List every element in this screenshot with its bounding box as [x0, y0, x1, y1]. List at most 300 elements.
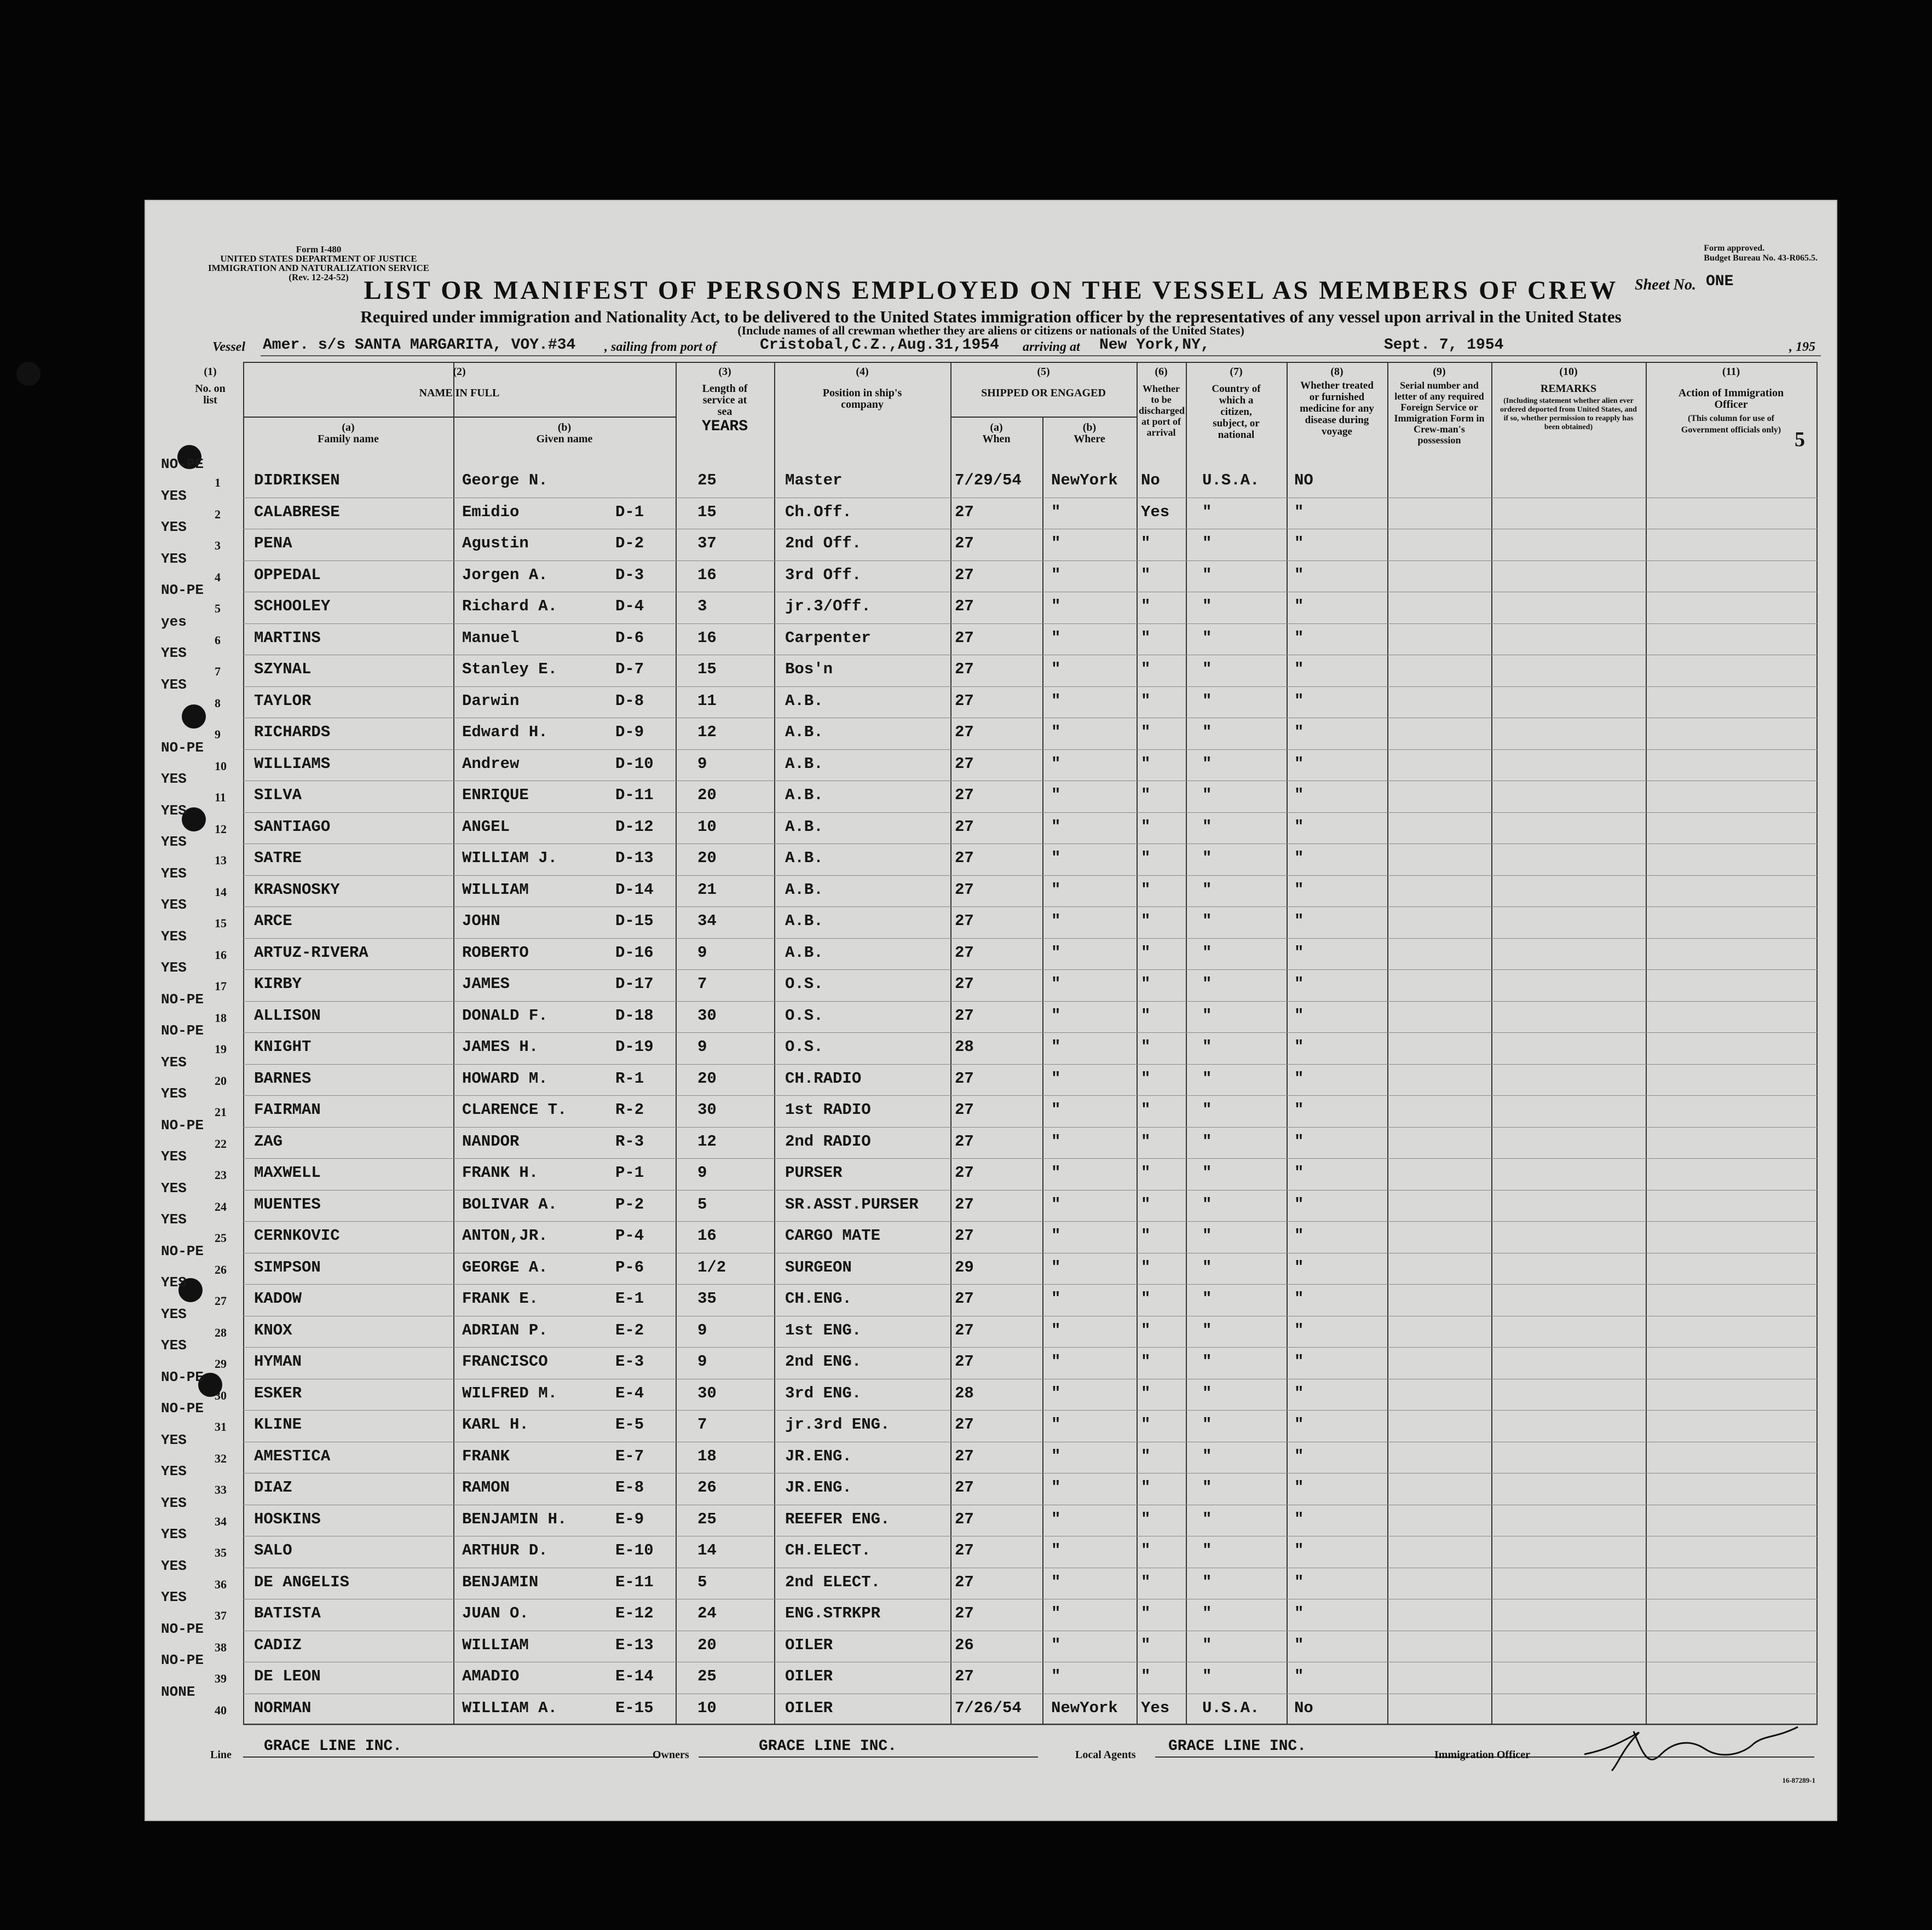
- table-row: [161, 1494, 1818, 1537]
- discharged: ": [1141, 1258, 1151, 1276]
- family-name: OPPEDAL: [254, 565, 321, 584]
- discharged: ": [1141, 1321, 1151, 1339]
- family-name: DE ANGELIS: [254, 1573, 350, 1591]
- position: OILER: [785, 1636, 833, 1654]
- shipped-where: ": [1051, 817, 1061, 836]
- shipped-subheader-rule: [950, 417, 1137, 418]
- country: ": [1202, 502, 1212, 521]
- margin-annotation: YES: [161, 897, 187, 913]
- treated: ": [1294, 1541, 1304, 1559]
- shipped-where: ": [1051, 502, 1061, 521]
- given-name: ANTON,JR.: [462, 1227, 548, 1245]
- shipped-when: 27: [955, 1290, 974, 1308]
- crew-code: D-18: [615, 1006, 654, 1025]
- discharged: ": [1141, 1478, 1151, 1496]
- discharged: ": [1141, 1604, 1151, 1622]
- owners-value: GRACE LINE INC.: [759, 1738, 897, 1755]
- shipped-where: ": [1051, 1604, 1061, 1622]
- country: U.S.A.: [1202, 1698, 1260, 1717]
- family-name: PENA: [254, 534, 292, 552]
- margin-annotation: YES: [161, 1589, 187, 1605]
- years-at-sea: 35: [697, 1290, 717, 1308]
- treated: ": [1294, 880, 1304, 899]
- col10-header: [1491, 366, 1646, 432]
- row-number: 12: [215, 822, 227, 836]
- discharged: Yes: [1141, 1698, 1170, 1717]
- years-at-sea: 24: [697, 1604, 717, 1622]
- shipped-when: 27: [955, 1447, 974, 1465]
- given-name: HOWARD M.: [462, 1069, 548, 1088]
- country: ": [1202, 1667, 1212, 1685]
- family-name: KRASNOSKY: [254, 880, 340, 899]
- crew-code: E-10: [615, 1541, 654, 1559]
- shipped-where: ": [1051, 849, 1061, 867]
- table-row: [161, 1180, 1818, 1222]
- position: Master: [785, 471, 843, 489]
- crew-code: D-16: [615, 943, 654, 962]
- years-at-sea: 7: [697, 975, 707, 993]
- given-name: CLARENCE T.: [462, 1101, 567, 1119]
- country: ": [1202, 1195, 1212, 1214]
- revision: (Rev. 12-24-52): [289, 272, 349, 282]
- col2a-number: (a): [342, 421, 355, 434]
- margin-annotation: YES: [161, 928, 187, 945]
- shipped-where: ": [1051, 943, 1061, 962]
- position: OILER: [785, 1667, 833, 1685]
- col8-number: (8): [1330, 366, 1343, 378]
- years-at-sea: 5: [697, 1573, 707, 1591]
- discharged: ": [1141, 1447, 1151, 1465]
- family-name: DE LEON: [254, 1667, 321, 1685]
- years-at-sea: 9: [697, 754, 707, 773]
- position: O.S.: [785, 1038, 823, 1056]
- country: ": [1202, 817, 1212, 836]
- years-at-sea: 25: [697, 1667, 717, 1685]
- shipped-when: 27: [955, 1604, 974, 1622]
- treated: ": [1294, 1101, 1304, 1119]
- crew-code: E-15: [615, 1698, 654, 1717]
- shipped-where: ": [1051, 1415, 1061, 1434]
- row-number: 39: [215, 1672, 227, 1685]
- years-at-sea: 7: [697, 1415, 707, 1434]
- discharged: ": [1141, 1132, 1151, 1151]
- years-at-sea: 9: [697, 1038, 707, 1056]
- given-name: Jorgen A.: [462, 565, 548, 584]
- shipped-where: ": [1051, 1258, 1061, 1276]
- position: jr.3rd ENG.: [785, 1415, 890, 1434]
- shipped-when: 27: [955, 1478, 974, 1496]
- shipped-when: 27: [955, 534, 974, 552]
- punch-hole: [16, 362, 41, 386]
- shipped-where: ": [1051, 1510, 1061, 1528]
- shipped-where: ": [1051, 912, 1061, 930]
- margin-annotation: NO-PE: [161, 991, 204, 1008]
- row-number: 22: [215, 1136, 227, 1151]
- include-note: (Include names of all crewman whether they are aliens or citizens or nationals of the United States): [737, 323, 1244, 337]
- margin-annotation: YES: [161, 1274, 187, 1291]
- col7-number: (7): [1230, 366, 1243, 378]
- shipped-when: 28: [955, 1038, 974, 1056]
- row-number: 16: [215, 947, 227, 962]
- shipped-when: 28: [955, 1384, 974, 1402]
- position: CARGO MATE: [785, 1227, 881, 1245]
- discharged: ": [1141, 534, 1151, 552]
- shipped-where: ": [1051, 1384, 1061, 1402]
- budget-bureau-no: Budget Bureau No. 43-R065.5.: [1704, 253, 1818, 263]
- shipped-when: 27: [955, 880, 974, 899]
- shipped-when: 27: [955, 975, 974, 993]
- country: ": [1202, 943, 1212, 962]
- margin-annotation: YES: [161, 865, 187, 882]
- col2-header: [243, 366, 676, 399]
- margin-annotation: NO-PE: [161, 1022, 204, 1039]
- col3-number: (3): [718, 366, 731, 378]
- treated: ": [1294, 723, 1304, 741]
- given-name: BENJAMIN: [462, 1573, 539, 1591]
- shipped-when: 27: [955, 754, 974, 773]
- margin-annotation: YES: [161, 771, 187, 787]
- given-name: WILLIAM: [462, 880, 529, 899]
- position: JR.ENG.: [785, 1478, 852, 1496]
- given-name: ENRIQUE: [462, 786, 529, 804]
- country: ": [1202, 1101, 1212, 1119]
- shipped-when: 7/29/54: [955, 471, 1022, 489]
- crew-code: E-1: [615, 1290, 644, 1308]
- country: ": [1202, 1164, 1212, 1182]
- col10-number: (10): [1559, 366, 1578, 378]
- margin-annotation: NO-PE: [161, 1117, 204, 1134]
- years-at-sea: 5: [697, 1195, 707, 1214]
- discharged: ": [1141, 786, 1151, 804]
- row-number: 27: [215, 1294, 227, 1308]
- position: 1st ENG.: [785, 1321, 862, 1339]
- requirement-statement: Required under immigration and Nationality Act, to be delivered to the United States immigration officer by the representatives of any vessel upon arrival in the United States: [360, 307, 1622, 326]
- discharged: ": [1141, 1415, 1151, 1434]
- shipped-where: ": [1051, 1478, 1061, 1496]
- crew-code: D-2: [615, 534, 644, 552]
- vessel-label: Vessel: [212, 340, 245, 354]
- table-row: [161, 1368, 1818, 1411]
- row-number: 23: [215, 1168, 227, 1182]
- shipped-where: ": [1051, 880, 1061, 899]
- shipped-where: ": [1051, 1101, 1061, 1119]
- position: A.B.: [785, 849, 823, 867]
- margin-annotation: NO-PE: [161, 582, 204, 598]
- years-at-sea: 12: [697, 723, 717, 741]
- position: CH.ELECT.: [785, 1541, 871, 1559]
- margin-annotation: YES: [161, 960, 187, 976]
- discharged: ": [1141, 1069, 1151, 1088]
- col7-title: Country of which a citizen, subject, or national: [1212, 383, 1261, 441]
- family-name: ARTUZ-RIVERA: [254, 943, 368, 962]
- margin-annotation: YES: [161, 550, 187, 567]
- given-name: Richard A.: [462, 597, 558, 615]
- position: A.B.: [785, 691, 823, 710]
- shipped-when: 7/26/54: [955, 1698, 1022, 1717]
- given-name: KARL H.: [462, 1415, 529, 1434]
- position: JR.ENG.: [785, 1447, 852, 1465]
- row-number: 15: [215, 916, 227, 930]
- position: A.B.: [785, 786, 823, 804]
- shipped-when: 27: [955, 660, 974, 678]
- country: ": [1202, 786, 1212, 804]
- crew-code: P-2: [615, 1195, 644, 1214]
- shipped-where: ": [1051, 975, 1061, 993]
- row-number: 9: [215, 727, 221, 741]
- crew-code: D-7: [615, 660, 644, 678]
- crew-code: E-12: [615, 1604, 654, 1622]
- row-number: 28: [215, 1325, 227, 1339]
- position: 3rd ENG.: [785, 1384, 862, 1402]
- table-row: [161, 991, 1818, 1033]
- treated: ": [1294, 1195, 1304, 1214]
- vessel-name: Amer. s/s SANTA MARGARITA, VOY.#34: [263, 337, 576, 354]
- crew-code: E-5: [615, 1415, 644, 1434]
- position: 2nd Off.: [785, 534, 862, 552]
- treated: ": [1294, 975, 1304, 993]
- discharged: ": [1141, 660, 1151, 678]
- col5a-number: (a): [990, 421, 1003, 434]
- crew-code: D-13: [615, 849, 654, 867]
- family-name: CADIZ: [254, 1636, 302, 1654]
- family-name: AMESTICA: [254, 1447, 331, 1465]
- margin-annotation: NO-PE: [161, 739, 204, 756]
- table-row: [161, 834, 1818, 876]
- row-number: 1: [215, 476, 221, 489]
- country: ": [1202, 660, 1212, 678]
- discharged: ": [1141, 880, 1151, 899]
- margin-annotation: YES: [161, 802, 187, 819]
- position: Carpenter: [785, 628, 871, 647]
- years-at-sea: 9: [697, 1164, 707, 1182]
- treated: ": [1294, 1227, 1304, 1245]
- shipped-where: ": [1051, 691, 1061, 710]
- family-name: SIMPSON: [254, 1258, 321, 1276]
- col5-header: [950, 366, 1137, 399]
- shipped-when: 27: [955, 1321, 974, 1339]
- family-name: CALABRESE: [254, 502, 340, 521]
- position: A.B.: [785, 912, 823, 930]
- discharged: ": [1141, 1038, 1151, 1056]
- vessel-line: [212, 336, 1822, 357]
- col5-title: SHIPPED OR ENGAGED: [981, 387, 1106, 399]
- crew-code: D-6: [615, 628, 644, 647]
- country: ": [1202, 849, 1212, 867]
- row-number: 19: [215, 1042, 227, 1056]
- crew-code: D-8: [615, 691, 644, 710]
- country: ": [1202, 597, 1212, 615]
- discharged: ": [1141, 1227, 1151, 1245]
- row-number: 40: [215, 1703, 227, 1717]
- approval-text: Form approved.: [1704, 244, 1765, 253]
- treated: ": [1294, 1164, 1304, 1182]
- table-row: [161, 771, 1818, 813]
- country: ": [1202, 1510, 1212, 1528]
- crew-code: D-3: [615, 565, 644, 584]
- discharged: ": [1141, 565, 1151, 584]
- col9-header: [1387, 366, 1491, 446]
- row-number: 14: [215, 885, 227, 899]
- given-name: Agustin: [462, 534, 529, 552]
- margin-annotation: YES: [161, 1463, 187, 1480]
- years-at-sea: 15: [697, 660, 717, 678]
- margin-annotation: YES: [161, 1337, 187, 1354]
- family-name: MUENTES: [254, 1195, 321, 1214]
- position: O.S.: [785, 975, 823, 993]
- col8-header: [1287, 366, 1387, 437]
- shipped-where: ": [1051, 723, 1061, 741]
- margin-annotation: YES: [161, 1180, 187, 1197]
- treated: ": [1294, 565, 1304, 584]
- margin-annotation: YES: [161, 834, 187, 850]
- row-number: 34: [215, 1514, 227, 1528]
- col10-note: (Including statement whether alien ever ordered deported from United States, and if so, whether permission to reapply has been obtained): [1500, 397, 1637, 431]
- margin-annotation: NO-PE: [161, 456, 204, 472]
- family-name: BATISTA: [254, 1604, 321, 1622]
- given-name: Emidio: [462, 502, 520, 521]
- given-name: Edward H.: [462, 723, 548, 741]
- years-at-sea: 11: [697, 691, 717, 710]
- country: ": [1202, 691, 1212, 710]
- country: ": [1202, 1604, 1212, 1622]
- years-at-sea: 30: [697, 1384, 717, 1402]
- years-at-sea: 3: [697, 597, 707, 615]
- row-number: 25: [215, 1231, 227, 1245]
- margin-annotation: YES: [161, 645, 187, 661]
- discharged: ": [1141, 1573, 1151, 1591]
- given-name: Manuel: [462, 628, 520, 647]
- discharged: No: [1141, 471, 1160, 489]
- line-value: GRACE LINE INC.: [264, 1738, 402, 1755]
- years-at-sea: 9: [697, 1353, 707, 1371]
- given-name: WILLIAM A.: [462, 1698, 558, 1717]
- shipped-when: 27: [955, 1353, 974, 1371]
- row-number: 5: [215, 602, 221, 615]
- treated: ": [1294, 817, 1304, 836]
- family-name: SANTIAGO: [254, 817, 331, 836]
- discharged: ": [1141, 1290, 1151, 1308]
- crew-code: E-8: [615, 1478, 644, 1496]
- country: ": [1202, 1447, 1212, 1465]
- vessel-underline: [261, 355, 1821, 356]
- country: ": [1202, 1069, 1212, 1088]
- crew-code: D-1: [615, 502, 644, 521]
- family-name: ZAG: [254, 1132, 283, 1151]
- row-number: 3: [215, 539, 221, 552]
- treated: ": [1294, 1384, 1304, 1402]
- line-label: Line: [210, 1749, 232, 1761]
- margin-annotation: YES: [161, 1431, 187, 1448]
- given-name: RAMON: [462, 1478, 510, 1496]
- treated: ": [1294, 1290, 1304, 1308]
- given-name: WILFRED M.: [462, 1384, 558, 1402]
- years-at-sea: 18: [697, 1447, 717, 1465]
- col4-title: Position in ship's company: [822, 387, 902, 411]
- col4-number: (4): [856, 366, 869, 378]
- family-name: SATRE: [254, 849, 302, 867]
- years-at-sea: 20: [697, 1636, 717, 1654]
- given-name: Andrew: [462, 754, 520, 773]
- years-at-sea: 10: [697, 1698, 717, 1717]
- years-at-sea: 16: [697, 565, 717, 584]
- row-number: 4: [215, 570, 221, 584]
- crew-code: P-4: [615, 1227, 644, 1245]
- years-at-sea: 34: [697, 912, 717, 930]
- years-at-sea: 21: [697, 880, 717, 899]
- row-number: 13: [215, 853, 227, 867]
- position: 2nd ELECT.: [785, 1573, 881, 1591]
- discharged: ": [1141, 1636, 1151, 1654]
- given-name: ANGEL: [462, 817, 510, 836]
- family-name: HOSKINS: [254, 1510, 321, 1528]
- treated: ": [1294, 691, 1304, 710]
- family-name: NORMAN: [254, 1698, 312, 1717]
- table-top-rule: [243, 362, 1818, 363]
- discharged: ": [1141, 691, 1151, 710]
- shipped-when: 27: [955, 1195, 974, 1214]
- crew-code: D-12: [615, 817, 654, 836]
- table-row: [161, 928, 1818, 970]
- position: 1st RADIO: [785, 1101, 871, 1119]
- treated: ": [1294, 1667, 1304, 1685]
- officer-mark: 5: [1795, 428, 1805, 451]
- crew-code: R-3: [615, 1132, 644, 1151]
- table-row: [161, 487, 1818, 530]
- family-name: SZYNAL: [254, 660, 312, 678]
- document-title: LIST OR MANIFEST OF PERSONS EMPLOYED ON THE VESSEL AS MEMBERS OF CREW: [364, 276, 1618, 305]
- position: 3rd Off.: [785, 565, 862, 584]
- row-number: 38: [215, 1640, 227, 1654]
- family-name: CERNKOVIC: [254, 1227, 340, 1245]
- margin-annotation: NONE: [161, 1683, 195, 1700]
- margin-annotation: YES: [161, 1085, 187, 1102]
- country: ": [1202, 912, 1212, 930]
- crew-code: P-1: [615, 1164, 644, 1182]
- name-subheader-rule: [243, 417, 676, 418]
- treated: ": [1294, 1006, 1304, 1025]
- col5a-header: [950, 422, 1042, 445]
- treated: ": [1294, 1447, 1304, 1465]
- shipped-where: ": [1051, 1132, 1061, 1151]
- shipped-when: 27: [955, 786, 974, 804]
- years-at-sea: 37: [697, 534, 717, 552]
- row-number: 2: [215, 507, 221, 521]
- margin-annotation: NO-PE: [161, 1368, 204, 1385]
- row-number: 33: [215, 1483, 227, 1496]
- col2a-title: Family name: [318, 433, 379, 445]
- row-number: 8: [215, 696, 221, 710]
- given-name: Darwin: [462, 691, 520, 710]
- form-number: Form I-480: [296, 244, 342, 255]
- position: CH.ENG.: [785, 1290, 852, 1308]
- col4-header: [774, 366, 950, 411]
- discharged: ": [1141, 1164, 1151, 1182]
- years-at-sea: 14: [697, 1541, 717, 1559]
- family-name: KADOW: [254, 1290, 302, 1308]
- crew-code: E-11: [615, 1573, 654, 1591]
- crew-code: D-9: [615, 723, 644, 741]
- row-number: 20: [215, 1073, 227, 1088]
- col6-title: Whether to be discharged at port of arrival: [1139, 383, 1185, 438]
- margin-annotation: YES: [161, 1494, 187, 1511]
- col3-header: [676, 366, 774, 435]
- family-name: KLINE: [254, 1415, 302, 1434]
- country: ": [1202, 1290, 1212, 1308]
- discharged: ": [1141, 1541, 1151, 1559]
- treated: ": [1294, 597, 1304, 615]
- table-row: [161, 1620, 1818, 1663]
- table-row: [161, 1054, 1818, 1096]
